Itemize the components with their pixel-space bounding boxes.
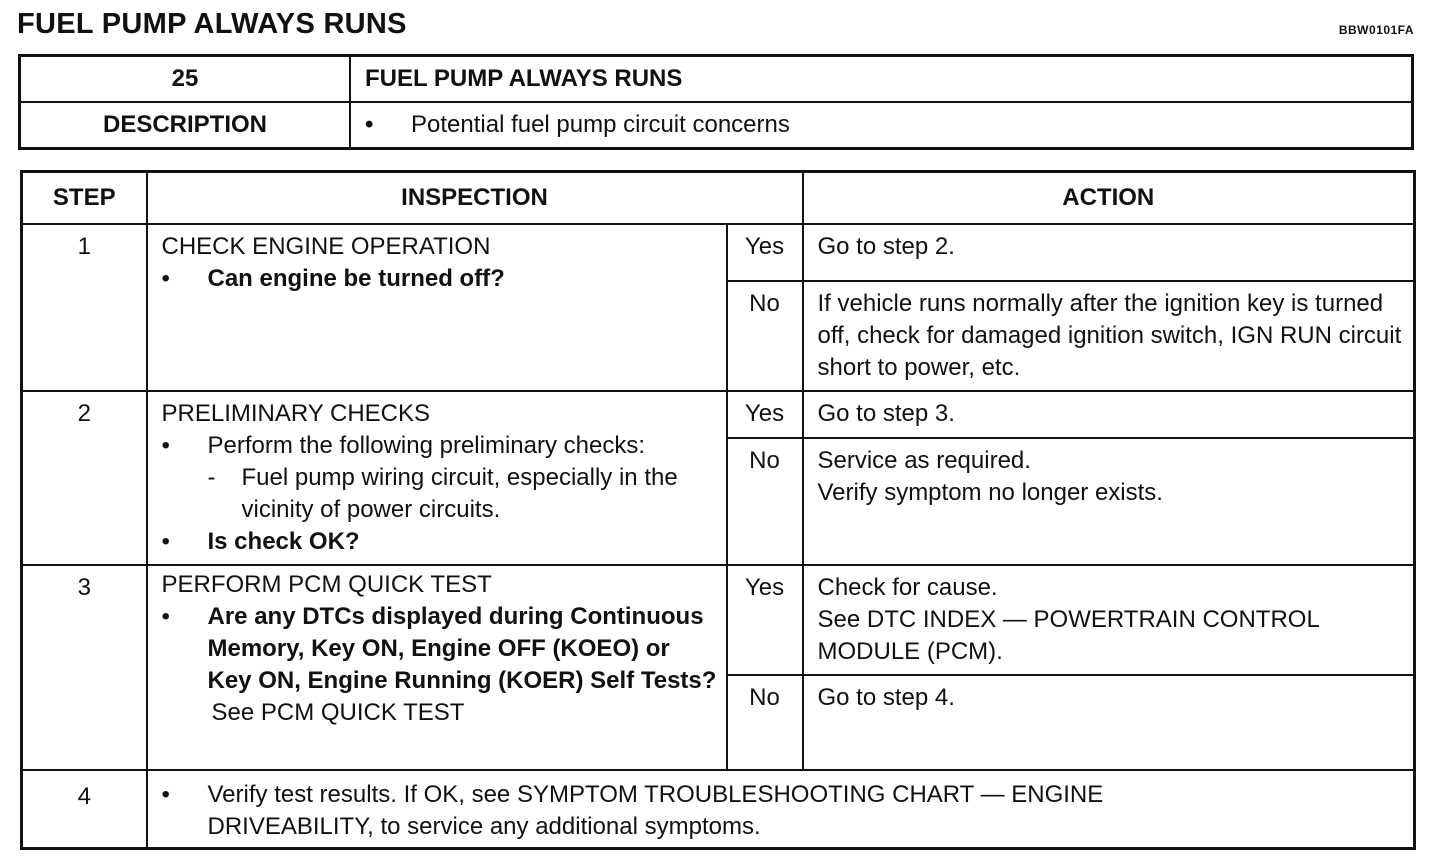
step-inspection xyxy=(147,391,727,565)
step-number: 4 xyxy=(22,770,147,849)
inspection-title: CHECK ENGINE OPERATION xyxy=(161,233,491,260)
bullet-icon: • xyxy=(365,111,374,138)
no-action-line: Service as required. xyxy=(817,446,1031,474)
yes-action-line: See DTC INDEX — POWERTRAIN CONTROL MODULE (PCM). xyxy=(817,606,1319,665)
page-title: FUEL PUMP ALWAYS RUNS xyxy=(17,8,407,40)
reference-code: BBW0101FA xyxy=(1338,23,1414,37)
yes-label: Yes xyxy=(727,224,803,281)
step-3-yes-row xyxy=(22,565,1415,675)
yes-action: Go to step 3. xyxy=(803,391,1415,438)
step-number: 2 xyxy=(22,391,147,565)
diagnostic-table xyxy=(20,170,1416,850)
chart-number: 25 xyxy=(20,56,351,103)
inspection-instruction: Perform the following preliminary checks: xyxy=(207,432,645,459)
column-header-row xyxy=(22,172,1415,225)
step-inspection xyxy=(147,224,727,391)
no-label: No xyxy=(727,281,803,391)
step-1-yes-row xyxy=(22,224,1415,281)
inspection-question: Are any DTCs displayed during Continuous Memory, Key ON, Engine OFF (KOEO) or Key ON, Engine Running (KOER) Self Tests? xyxy=(207,603,717,694)
chart-name: FUEL PUMP ALWAYS RUNS xyxy=(350,56,1413,103)
yes-action xyxy=(803,565,1415,675)
header-table xyxy=(18,54,1414,150)
description-cell xyxy=(350,102,1413,149)
action-column-header: ACTION xyxy=(803,172,1415,225)
bullet-icon: • xyxy=(161,432,170,459)
no-action xyxy=(803,438,1415,565)
inspection-instruction: Verify test results. If OK, see SYMPTOM TROUBLESHOOTING CHART — ENGINE DRIVEABILITY, to service any additional symptoms. xyxy=(207,781,1104,840)
step-inspection xyxy=(147,770,1415,849)
step-column-header: STEP xyxy=(22,172,147,225)
bullet-icon: • xyxy=(161,603,170,630)
bullet-icon: • xyxy=(161,265,170,292)
inspection-question: Is check OK? xyxy=(207,528,360,555)
step-2-yes-row xyxy=(22,391,1415,438)
step-4-row xyxy=(22,770,1415,849)
inspection-question: Can engine be turned off? xyxy=(207,265,505,292)
header-title-row xyxy=(20,56,1413,103)
step-number: 1 xyxy=(22,224,147,391)
yes-action: Go to step 2. xyxy=(803,224,1415,281)
yes-action-line: Check for cause. xyxy=(817,574,998,601)
step-number: 3 xyxy=(22,565,147,770)
inspection-note: See PCM QUICK TEST xyxy=(211,699,465,726)
yes-label: Yes xyxy=(727,391,803,438)
bullet-icon: • xyxy=(161,781,170,808)
no-action: If vehicle runs normally after the ignition key is turned off, check for damaged ignition switch, IGN RUN circuit short to power, etc. xyxy=(803,281,1415,391)
no-label: No xyxy=(727,675,803,770)
no-label: No xyxy=(727,438,803,565)
dash-icon: - xyxy=(207,464,216,491)
no-action-line: Verify symptom no longer exists. xyxy=(817,478,1163,506)
description-label: DESCRIPTION xyxy=(20,102,351,149)
inspection-column-header: INSPECTION xyxy=(147,172,803,225)
inspection-title: PRELIMINARY CHECKS xyxy=(161,400,431,427)
yes-label: Yes xyxy=(727,565,803,675)
header-description-row xyxy=(20,102,1413,149)
step-inspection xyxy=(147,565,727,770)
inspection-sub-item: Fuel pump wiring circuit, especially in the vicinity of power circuits. xyxy=(241,464,678,523)
no-action: Go to step 4. xyxy=(803,675,1415,770)
bullet-icon: • xyxy=(161,528,170,555)
inspection-title: PERFORM PCM QUICK TEST xyxy=(161,571,492,598)
description-text: Potential fuel pump circuit concerns xyxy=(411,111,790,138)
